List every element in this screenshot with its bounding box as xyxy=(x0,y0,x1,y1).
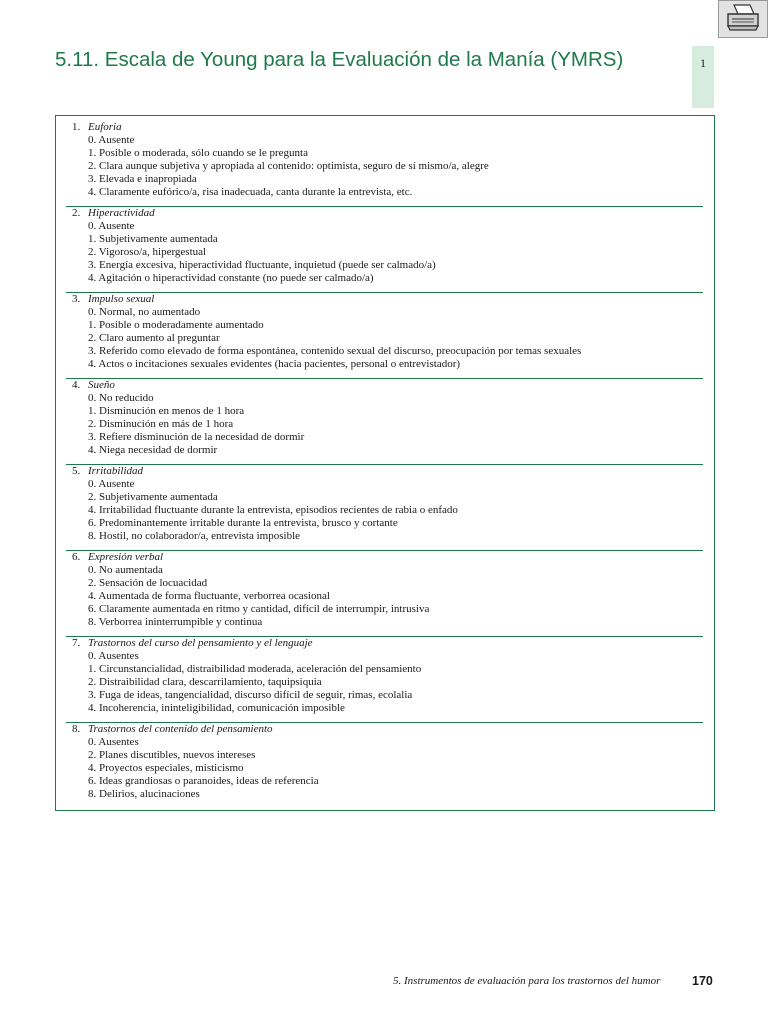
item-option: 0. No reducido xyxy=(88,392,154,404)
item-title: Impulso sexual xyxy=(88,293,155,305)
ymrs-scale-box xyxy=(55,115,715,811)
item-heading: 2. Hiperactividad xyxy=(72,207,155,219)
item-title: Trastornos del contenido del pensamiento xyxy=(88,723,273,735)
scale-item-curso-pensamiento xyxy=(66,637,703,723)
item-option: 8. Delirios, alucinaciones xyxy=(88,788,200,800)
item-heading: 6. Expresión verbal xyxy=(72,551,164,563)
item-option: 0. No aumentada xyxy=(88,564,163,576)
scale-item-expresion-verbal xyxy=(66,551,703,637)
item-option: 1. Disminución en menos de 1 hora xyxy=(88,405,245,417)
item-option: 0. Ausentes xyxy=(88,736,139,748)
item-option: 8. Verborrea ininterrumpible y continua xyxy=(88,616,263,628)
item-option: 0. Ausentes xyxy=(88,650,139,662)
footer-chapter-title: 5. Instrumentos de evaluación para los trastornos del humor xyxy=(393,975,661,987)
item-title: Expresión verbal xyxy=(88,551,164,563)
item-title: Euforia xyxy=(88,121,122,133)
page-number: 170 xyxy=(692,974,713,988)
scale-item-irritabilidad xyxy=(66,465,703,551)
item-option: 0. Ausente xyxy=(88,220,135,232)
item-option: 4. Niega necesidad de dormir xyxy=(88,444,218,456)
item-option: 0. Ausente xyxy=(88,134,135,146)
item-option: 0. Normal, no aumentado xyxy=(88,306,201,318)
item-option: 4. Agitación o hiperactividad constante (no puede ser calmado/a) xyxy=(88,272,374,284)
item-option: 2. Distraibilidad clara, descarrilamiento, taquipsiquia xyxy=(88,676,322,688)
item-option: 3. Refiere disminución de la necesidad de dormir xyxy=(88,431,305,443)
item-option: 3. Elevada e inapropiada xyxy=(88,173,197,185)
item-option: 1. Circunstancialidad, distraibilidad moderada, aceleración del pensamiento xyxy=(88,663,422,675)
page-title: 5.11. Escala de Young para la Evaluación de la Manía (YMRS) xyxy=(55,48,624,71)
item-option: 2. Subjetivamente aumentada xyxy=(88,491,218,503)
item-option: 1. Posible o moderada, sólo cuando se le pregunta xyxy=(88,147,308,159)
item-option: 6. Predominantemente irritable durante la entrevista, brusco y cortante xyxy=(88,517,398,529)
item-option: 4. Claramente eufórico/a, risa inadecuada, canta durante la entrevista, etc. xyxy=(88,186,413,198)
item-option: 2. Clara aunque subjetiva y apropiada al contenido: optimista, seguro de sí mismo/a, alegre xyxy=(88,160,489,172)
item-option: 2. Vigoroso/a, hipergestual xyxy=(88,246,207,258)
item-option: 4. Aumentada de forma fluctuante, verborrea ocasional xyxy=(88,590,330,602)
item-option: 4. Actos o incitaciones sexuales evidentes (hacia pacientes, personal o entrevistador) xyxy=(88,358,461,370)
item-option: 6. Ideas grandiosas o paranoides, ideas de referencia xyxy=(88,775,319,787)
item-option: 2. Sensación de locuacidad xyxy=(88,577,208,589)
item-title: Trastornos del curso del pensamiento y el lenguaje xyxy=(88,637,313,649)
item-title: Hiperactividad xyxy=(88,207,155,219)
item-title: Irritabilidad xyxy=(88,465,144,477)
scale-item-impulso-sexual xyxy=(66,293,703,379)
item-heading: 3. Impulso sexual xyxy=(72,293,155,305)
item-heading: 7. Trastornos del curso del pensamiento y el lenguaje xyxy=(72,637,313,649)
item-heading: 5. Irritabilidad xyxy=(72,465,144,477)
item-option: 1. Posible o moderadamente aumentado xyxy=(88,319,264,331)
item-option: 6. Claramente aumentada en ritmo y cantidad, difícil de interrumpir, intrusiva xyxy=(88,603,430,615)
item-option: 3. Referido como elevado de forma espontánea, contenido sexual del discurso, preocupación por temas sexuales xyxy=(88,345,582,357)
item-option: 1. Subjetivamente aumentada xyxy=(88,233,218,245)
scale-item-sueno xyxy=(66,379,703,465)
item-option: 3. Energía excesiva, hiperactividad fluctuante, inquietud (puede ser calmado/a) xyxy=(88,259,436,271)
print-button[interactable] xyxy=(718,0,768,38)
item-heading: 1. Euforia xyxy=(72,121,122,133)
item-option: 2. Planes discutibles, nuevos intereses xyxy=(88,749,256,761)
item-heading: 4. Sueño xyxy=(72,379,115,391)
item-option: 4. Irritabilidad fluctuante durante la entrevista, episodios recientes de rabia o enfado xyxy=(88,504,458,516)
item-option: 2. Claro aumento al preguntar xyxy=(88,332,220,344)
item-title: Sueño xyxy=(88,379,115,391)
item-option: 8. Hostil, no colaborador/a, entrevista imposible xyxy=(88,530,301,542)
printer-icon xyxy=(724,2,762,37)
scale-item-euforia xyxy=(66,121,703,207)
scale-item-contenido-pensamiento xyxy=(66,723,703,809)
item-option: 2. Disminución en más de 1 hora xyxy=(88,418,234,430)
item-option: 3. Fuga de ideas, tangencialidad, discurso difícil de seguir, rimas, ecolalia xyxy=(88,689,413,701)
item-heading: 8. Trastornos del contenido del pensamiento xyxy=(72,723,273,735)
section-tab-marker: 1 xyxy=(692,46,714,108)
item-option: 0. Ausente xyxy=(88,478,135,490)
item-option: 4. Proyectos especiales, misticismo xyxy=(88,762,244,774)
scale-item-hiperactividad xyxy=(66,207,703,293)
item-option: 4. Incoherencia, ininteligibilidad, comunicación imposible xyxy=(88,702,345,714)
